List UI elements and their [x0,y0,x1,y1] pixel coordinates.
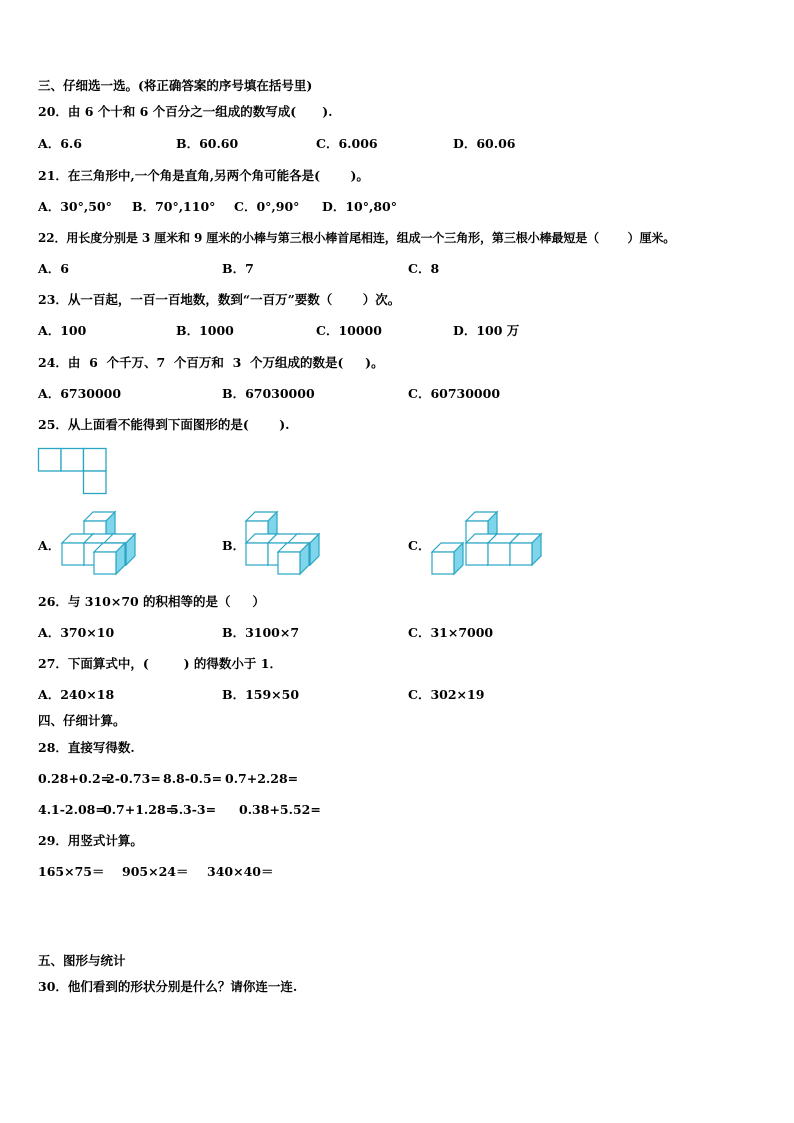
q25-figure-b [244,508,334,578]
top-view-figure [38,448,108,496]
vertical-calc-item: 340×40＝ [207,864,274,879]
q23-option-d[interactable]: D．100 万 [453,323,520,338]
q20-option-c[interactable]: C．6.006 [316,136,378,151]
calc-item: 0.7+1.28= [103,802,177,817]
q24-option-c[interactable]: C．60730000 [408,386,501,401]
q20-option-d[interactable]: D．60.06 [453,136,516,151]
q22-option-c[interactable]: C．8 [408,261,440,276]
calc-item: 0.38+5.52= [239,802,321,817]
q21-option-d[interactable]: D．10°,80° [322,199,397,214]
q26-option-b[interactable]: B．3100×7 [222,625,300,640]
vertical-calc-item: 905×24＝ [122,864,189,879]
calc-item: 4.1-2.08= [38,802,106,817]
calc-item: 8.8-0.5= [163,771,223,786]
q23-option-b[interactable]: B．1000 [176,323,234,338]
q25-option-b[interactable]: B． [222,538,246,553]
q26-option-a[interactable]: A．370×10 [38,625,115,640]
q23-option-c[interactable]: C．10000 [316,323,382,338]
q21-option-a[interactable]: A．30°,50° [38,199,112,214]
cube [510,534,541,565]
question-28: 28．直接写得数. [38,740,135,755]
q21-option-c[interactable]: C．0°,90° [234,199,300,214]
question-20: 20．由 6 个十和 6 个百分之一组成的数写成( ). [38,104,333,119]
q24-option-b[interactable]: B．67030000 [222,386,315,401]
q27-option-b[interactable]: B．159×50 [222,687,300,702]
section-5-title: 五、图形与统计 [38,953,126,968]
section-3-title: 三、仔细选一选。(将正确答案的序号填在括号里) [38,78,313,93]
cube [94,543,125,574]
cube [278,543,309,574]
q20-option-a[interactable]: A．6.6 [38,136,82,151]
calc-item: 2-0.73= [106,771,161,786]
q24-option-a[interactable]: A．6730000 [38,386,122,401]
question-29: 29．用竖式计算。 [38,833,143,848]
question-26: 26．与 310×70 的积相等的是（ ） [38,594,265,609]
q25-figure-c [430,508,550,578]
q22-option-b[interactable]: B．7 [222,261,254,276]
q25-option-a[interactable]: A． [38,538,61,553]
calc-item: 0.7+2.28= [225,771,299,786]
q22-option-a[interactable]: A．6 [38,261,69,276]
question-24: 24．由 6 个千万、7 个百万和 3 个万组成的数是( )。 [38,355,384,370]
question-23: 23．从一百起，一百一百地数，数到“一百万”要数（ ）次。 [38,292,401,307]
calc-item: 0.28+0.2= [38,771,112,786]
q21-option-b[interactable]: B．70°,110° [132,199,216,214]
question-21: 21．在三角形中,一个角是直角,另两个角可能各是( )。 [38,168,369,183]
question-27: 27．下面算式中，( ) 的得数小于 1． [38,656,282,671]
vertical-calc-item: 165×75＝ [38,864,105,879]
question-22: 22．用长度分别是 3 厘米和 9 厘米的小棒与第三根小棒首尾相连，组成一个三角形，第三根小棒最短是（ ）厘米。 [38,231,676,245]
q23-option-a[interactable]: A．100 [38,323,87,338]
question-30: 30．他们看到的形状分别是什么？请你连一连. [38,979,298,994]
cube [432,543,463,574]
calc-item: 5.3-3= [170,802,217,817]
q25-figure-a [60,508,150,578]
q26-option-c[interactable]: C．31×7000 [408,625,494,640]
section-4-title: 四、仔细计算。 [38,713,126,728]
q27-option-c[interactable]: C．302×19 [408,687,485,702]
q27-option-a[interactable]: A．240×18 [38,687,115,702]
q25-option-c[interactable]: C． [408,538,431,553]
q20-option-b[interactable]: B．60.60 [176,136,239,151]
question-25: 25．从上面看不能得到下面图形的是( ). [38,417,290,432]
